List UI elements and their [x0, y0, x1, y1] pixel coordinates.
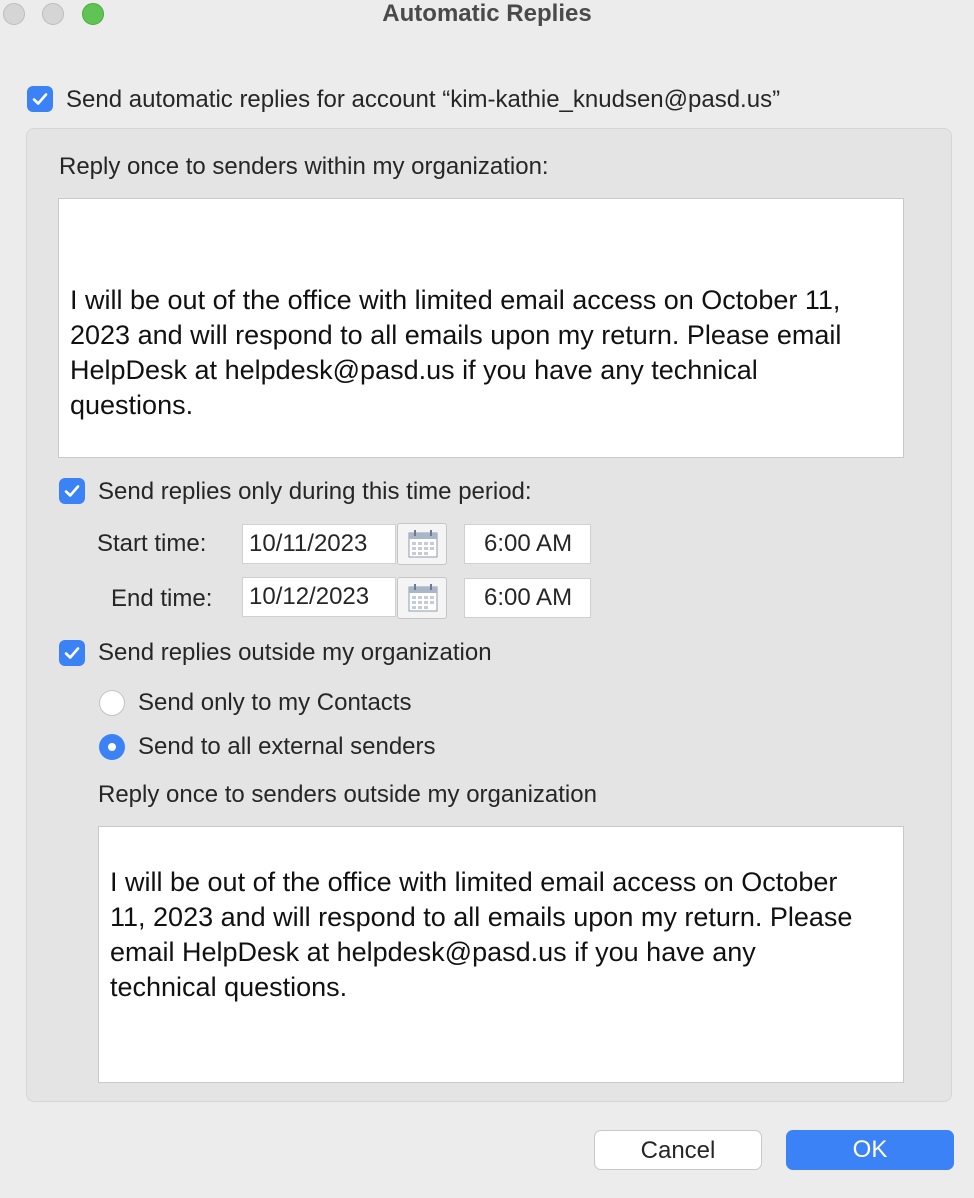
send-automatic-replies-checkbox[interactable] [27, 86, 53, 112]
checkmark-icon [63, 482, 81, 500]
end-time-label: End time: [111, 585, 213, 612]
send-outside-organization-label: Send replies outside my organization [98, 639, 492, 666]
calendar-icon [398, 524, 448, 566]
external-reply-message-textarea[interactable]: I will be out of the office with limited email access on October 11, 2023 and will respond to all emails upon my return. Please email HelpDesk at helpdesk@pasd.us if you have any technical questions. [98, 826, 904, 1083]
checkmark-icon [63, 644, 81, 662]
time-period-checkbox[interactable] [59, 478, 85, 504]
send-only-contacts-label: Send only to my Contacts [138, 689, 412, 716]
window-title: Automatic Replies [382, 0, 592, 27]
checkmark-icon [31, 90, 49, 108]
ok-button[interactable]: OK [786, 1130, 954, 1170]
time-period-label: Send replies only during this time period: [98, 478, 532, 505]
end-date-field[interactable]: 10/12/2023 [242, 577, 396, 617]
calendar-icon [398, 578, 448, 620]
start-date-field[interactable]: 10/11/2023 [242, 524, 396, 564]
internal-reply-message-textarea[interactable]: I will be out of the office with limited email access on October 11, 2023 and will respond to all emails upon my return. Please email HelpDesk at helpdesk@pasd.us if you have any technical questions. [58, 198, 904, 458]
start-time-field[interactable]: 6:00 AM [464, 524, 591, 564]
end-time-field[interactable]: 6:00 AM [464, 578, 591, 618]
send-outside-organization-checkbox[interactable] [59, 640, 85, 666]
send-all-external-label: Send to all external senders [138, 733, 436, 760]
send-only-contacts-radio[interactable] [99, 690, 125, 716]
external-reply-heading: Reply once to senders outside my organization [98, 781, 597, 808]
internal-reply-heading: Reply once to senders within my organization: [59, 153, 549, 180]
send-all-external-radio[interactable] [99, 734, 125, 760]
start-time-label: Start time: [97, 530, 207, 557]
send-automatic-replies-label: Send automatic replies for account “kim-kathie_knudsen@pasd.us” [66, 86, 781, 113]
cancel-button[interactable]: Cancel [594, 1130, 762, 1170]
start-date-calendar-button[interactable] [397, 523, 447, 565]
end-date-calendar-button[interactable] [397, 577, 447, 619]
title-bar [0, 0, 974, 30]
